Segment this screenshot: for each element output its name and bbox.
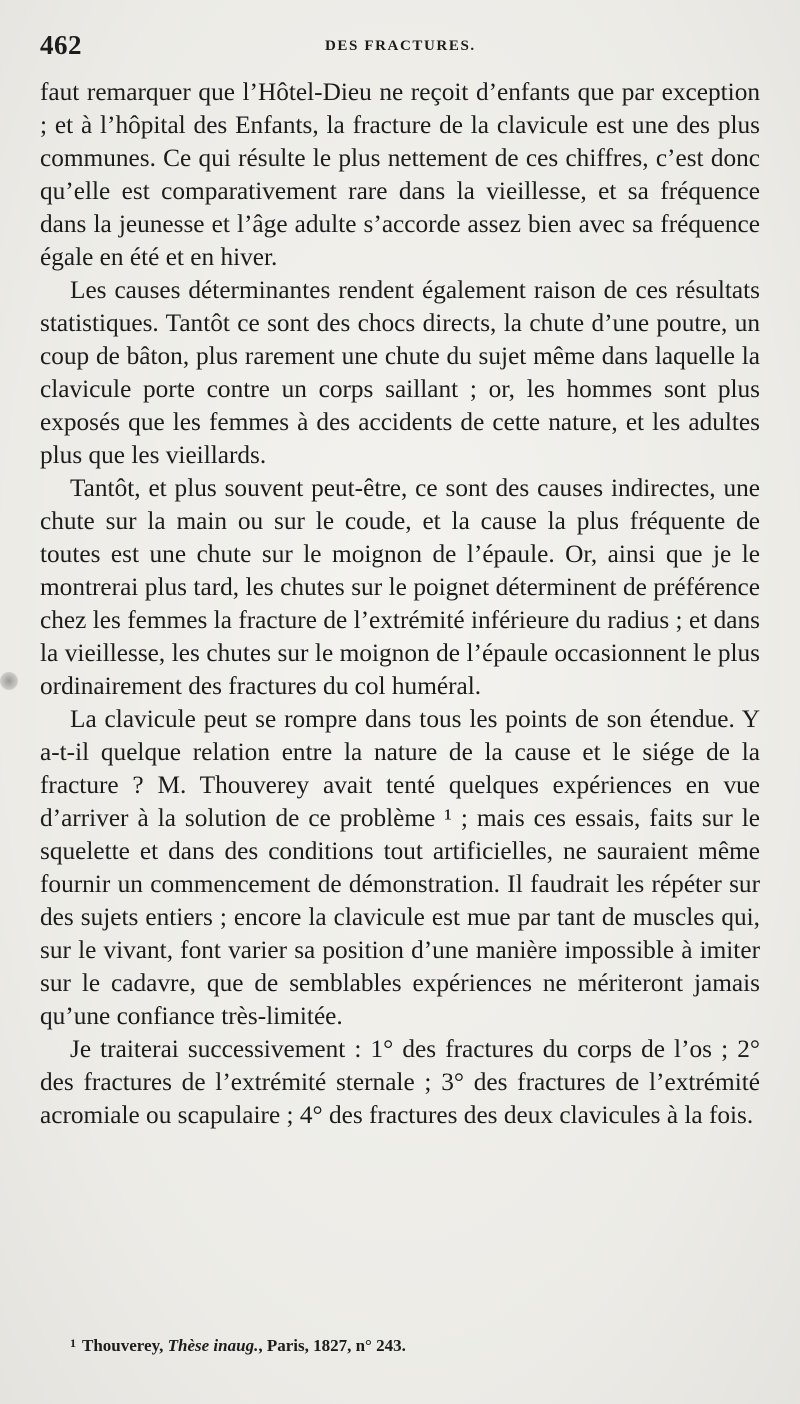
footnote-rest: , Paris, 1827, n° 243.	[258, 1336, 406, 1355]
paragraph-4: La clavicule peut se rompre dans tous les points de son étendue. Y a-t-il quelque relation entre la nature de la cause et le siége de la fracture ? M. Thouverey avait tenté quelques expériences en vue d’arriver à la solution de ce problème ¹ ; mais ces essais, faits sur le squelette et dans des conditions tout artificielles, ne sauraient même fournir un commencement de démonstration. Il faudrait les répéter sur des sujets entiers ; encore la clavicule est mue par tant de muscles qui, sur le vivant, font varier sa position d’une manière impossible à imiter sur le cadavre, que de semblables expériences ne mériteront jamais qu’une confiance très-limitée.	[40, 705, 760, 1030]
paragraph-3: Tantôt, et plus souvent peut-être, ce sont des causes indirectes, une chute sur la main ou sur le coude, et la cause la plus fréquente de toutes est une chute sur le moignon de l’épaule. Or, ainsi que je le montrerai plus tard, les chutes sur le poignet déterminent de préférence chez les femmes la fracture de l’extrémité inférieure du radius ; et dans la vieillesse, les chutes sur le moignon de l’épaule occasionnent le plus ordinairement des fractures du col huméral.	[40, 474, 760, 700]
body-text	[40, 76, 760, 1132]
footnote-author: Thouverey,	[82, 1336, 164, 1355]
footnote-marker: 1	[70, 1336, 76, 1350]
footnote-work: Thèse inaug.	[167, 1336, 259, 1355]
running-head: DES FRACTURES.	[325, 38, 476, 54]
paragraph-1: faut remarquer que l’Hôtel-Dieu ne reçoit d’enfants que par exception ; et à l’hôpital des Enfants, la fracture de la clavicule est une des plus communes. Ce qui résulte le plus nettement de ces chiffres, c’est donc qu’elle est comparativement rare dans la vieillesse, et sa fréquence dans la jeunesse et l’âge adulte s’accorde assez bien avec sa fréquence égale en été et en hiver.	[40, 78, 760, 271]
page-number: 462	[40, 30, 82, 60]
paragraph-5: Je traiterai successivement : 1° des fractures du corps de l’os ; 2° des fractures de l’extrémité sternale ; 3° des fractures de l’extrémité acromiale ou scapulaire ; 4° des fractures des deux clavicules à la fois.	[40, 1035, 760, 1129]
footnote	[70, 1336, 406, 1356]
page-header	[40, 30, 760, 64]
paragraph-2: Les causes déterminantes rendent également raison de ces résultats statistiques. Tantôt ce sont des chocs directs, la chute d’une poutre, un coup de bâton, plus rarement une chute du sujet même dans laquelle la clavicule porte contre un corps saillant ; or, les hommes sont plus exposés que les femmes à des accidents de cette nature, et les adultes plus que les vieillards.	[40, 276, 760, 469]
paper-stain	[0, 672, 18, 690]
